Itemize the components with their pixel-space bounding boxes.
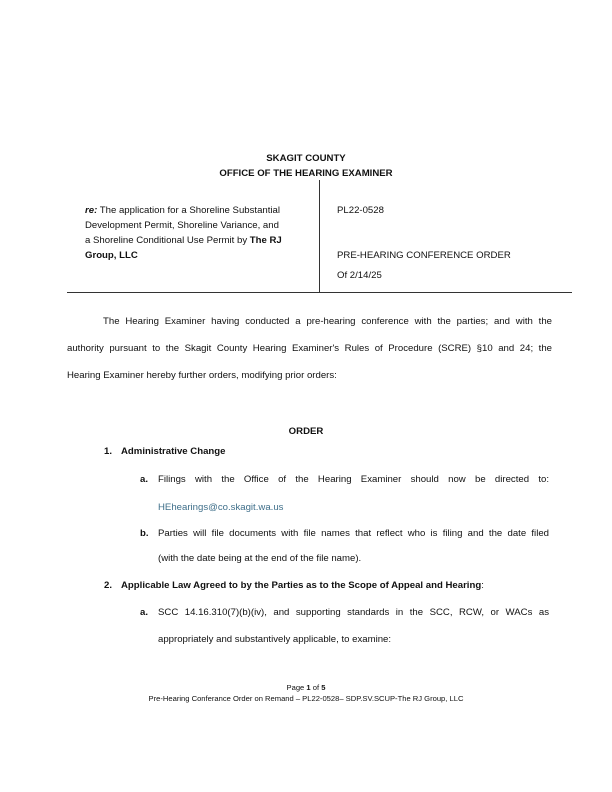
footer-caption: Pre-Hearing Conferance Order on Remand – PL22-0528– SDP.SV.SCUP-The RJ Group, LLC (148, 694, 464, 703)
section-2-number: 2. (104, 580, 113, 591)
section-1b-line-1: Parties will file documents with file names that reflect who is filing and the date filed (158, 528, 549, 539)
page-current: 1 (306, 683, 311, 692)
page-number (0, 683, 612, 692)
intro-line-3: Hearing Examiner hereby further orders, modifying prior orders: (67, 370, 337, 381)
case-number: PL22-0528 (337, 205, 384, 216)
office-title: OFFICE OF THE HEARING EXAMINER (219, 168, 393, 179)
re-party-1: The RJ (249, 235, 282, 246)
section-2-title-line (121, 578, 484, 593)
re-line-3 (85, 233, 310, 248)
section-2a-label: a. (140, 607, 149, 618)
section-1b-line-2: (with the date being at the end of the file name). (158, 553, 362, 564)
caption-horizontal-divider (67, 292, 572, 293)
order-title: PRE-HEARING CONFERENCE ORDER (337, 250, 511, 261)
caption-re-block (85, 203, 310, 263)
page-word: Page (286, 683, 305, 692)
page-total: 5 (321, 683, 326, 692)
section-1b-label: b. (140, 528, 149, 539)
re-text-1: The application for a Shoreline Substantial (97, 205, 281, 216)
section-1-number: 1. (104, 446, 113, 457)
intro-line-1: The Hearing Examiner having conducted a pre-hearing conference with the parties; and with the (103, 316, 552, 327)
intro-line-2: authority pursuant to the Skagit County Hearing Examiner's Rules of Procedure (SCRE) §10 and 24; the (67, 343, 552, 354)
section-1a-text: Filings with the Office of the Hearing Examiner should now be directed to: (158, 474, 549, 485)
section-1a-label: a. (140, 474, 149, 485)
order-date: Of 2/14/25 (337, 270, 382, 281)
caption-vertical-divider (319, 180, 320, 292)
re-line-2: Development Permit, Shoreline Variance, and (85, 220, 279, 231)
re-line-4: Group, LLC (85, 250, 138, 261)
section-2-title-suffix: : (481, 580, 484, 591)
re-text-3: a Shoreline Conditional Use Permit by (85, 235, 250, 246)
section-2a-line-2: appropriately and substantively applicable, to examine: (158, 634, 392, 645)
re-line-1 (85, 203, 310, 218)
section-2-title: Applicable Law Agreed to by the Parties as to the Scope of Appeal and Hearing (121, 580, 482, 591)
county-title: SKAGIT COUNTY (266, 153, 346, 164)
section-1-title: Administrative Change (121, 446, 226, 457)
of-word: of (312, 683, 320, 692)
section-2a-line-1: SCC 14.16.310(7)(b)(iv), and supporting standards in the SCC, RCW, or WACs as (158, 607, 549, 618)
hearing-email-link[interactable]: HEhearings@co.skagit.wa.us (158, 502, 284, 513)
re-label: re: (85, 205, 98, 216)
order-heading: ORDER (288, 426, 324, 437)
